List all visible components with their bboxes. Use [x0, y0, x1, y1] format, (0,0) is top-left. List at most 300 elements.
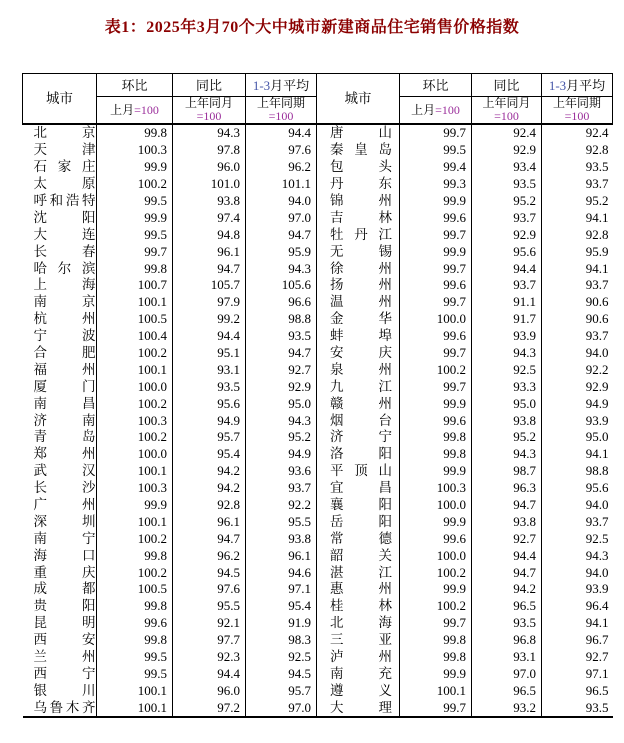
table-row: [23, 243, 613, 260]
cell-city: [23, 666, 97, 683]
cell-city: [317, 176, 400, 193]
cell-mom: 100.3: [97, 142, 173, 159]
cell-city: [317, 226, 400, 243]
cell-city: [317, 699, 400, 717]
city-name: 长 春: [33, 243, 96, 259]
cell-mom: 100.5: [97, 581, 173, 598]
cell-avg: 94.5: [246, 666, 317, 683]
table-row: [23, 530, 613, 547]
cell-yoy: 96.5: [472, 682, 542, 699]
cell-avg: 96.7: [585, 632, 609, 648]
table-row: [23, 361, 613, 378]
city-name: 杭 州: [33, 311, 96, 327]
city-name: 烟 台: [330, 412, 392, 428]
cell-avg: 95.6: [585, 480, 609, 496]
cell-yoy: 93.8: [472, 412, 542, 429]
cell-mom: 99.5: [97, 226, 173, 243]
cell-mom: 100.1: [97, 682, 173, 699]
cell-city: [23, 176, 97, 193]
cell-yoy: 95.6: [173, 395, 246, 412]
city-name: 呼 和 浩 特: [33, 193, 96, 208]
cell-avg: 94.7: [246, 226, 317, 243]
cell-yoy: 94.9: [173, 412, 246, 429]
cell-city: [317, 412, 400, 429]
header-yoy-base-left: 上年同月 =100: [173, 97, 246, 125]
city-name: 广 州: [33, 497, 96, 513]
cell-mom: 99.7: [400, 378, 472, 395]
cell-avg: 92.8: [585, 142, 609, 158]
price-index-table: [22, 73, 613, 718]
cell-city: [23, 632, 97, 649]
cell-yoy: 96.8: [472, 632, 542, 649]
cell-mom: 99.7: [97, 243, 173, 260]
city-name: 上 海: [33, 277, 96, 293]
city-name: 贵 阳: [33, 598, 96, 614]
city-name: 常 德: [330, 530, 392, 546]
table-row: [23, 598, 613, 615]
table-row: [23, 193, 613, 210]
city-name: 石 家 庄: [33, 159, 96, 175]
table-row: [23, 311, 613, 328]
cell-yoy: 91.7: [472, 311, 542, 328]
cell-city: [23, 412, 97, 429]
cell-avg: 98.8: [585, 463, 609, 479]
cell-yoy: 96.0: [173, 159, 246, 176]
cell-avg: 92.5: [585, 530, 609, 546]
cell-avg: 92.4: [585, 125, 609, 141]
cell-yoy: 94.4: [472, 260, 542, 277]
city-name: 济 宁: [330, 429, 392, 445]
cell-city: [23, 564, 97, 581]
cell-avg: 93.7: [585, 176, 609, 192]
cell-mom: 100.2: [97, 564, 173, 581]
city-name: 扬 州: [330, 277, 392, 293]
city-name: 洛 阳: [330, 446, 392, 462]
table-row: [23, 124, 613, 142]
cell-yoy: 96.5: [472, 598, 542, 615]
city-name: 丹 东: [330, 176, 392, 192]
cell-city: [317, 463, 400, 480]
cell-avg: 94.7: [246, 345, 317, 362]
city-name: 合 肥: [33, 345, 96, 361]
header-avg-left: 1-3月平均: [246, 74, 317, 97]
cell-city: [317, 159, 400, 176]
cell-yoy: 93.7: [472, 277, 542, 294]
cell-avg: 92.9: [246, 378, 317, 395]
cell-city: [317, 480, 400, 497]
table-row: [23, 328, 613, 345]
cell-avg: 93.9: [585, 412, 609, 428]
cell-mom: 99.7: [400, 124, 472, 142]
city-name: 沈 阳: [33, 209, 96, 225]
table-row: [23, 666, 613, 683]
city-name: 福 州: [33, 361, 96, 377]
cell-city: [317, 395, 400, 412]
city-name: 牡 丹 江: [330, 226, 392, 242]
cell-mom: 99.5: [97, 666, 173, 683]
city-name: 温 州: [330, 294, 392, 310]
cell-avg: 94.9: [585, 395, 609, 411]
cell-city: [23, 209, 97, 226]
table-row: [23, 699, 613, 717]
cell-city: [23, 615, 97, 632]
cell-city: [317, 328, 400, 345]
cell-city: [23, 513, 97, 530]
table-row: [23, 547, 613, 564]
cell-yoy: 93.9: [472, 328, 542, 345]
table-row: [23, 412, 613, 429]
city-name: 泸 州: [330, 649, 392, 665]
city-name: 海 口: [33, 547, 96, 563]
cell-yoy: 93.5: [173, 378, 246, 395]
header-city-left: 城市: [23, 74, 97, 125]
cell-city: [23, 395, 97, 412]
cell-yoy: 97.9: [173, 294, 246, 311]
cell-avg: 93.9: [585, 581, 609, 597]
city-name: 长 沙: [33, 480, 96, 496]
cell-avg: 96.6: [246, 294, 317, 311]
cell-mom: 99.8: [97, 260, 173, 277]
cell-mom: 99.7: [400, 345, 472, 362]
cell-mom: 100.2: [97, 530, 173, 547]
cell-avg: 94.1: [585, 615, 609, 631]
cell-avg: 95.7: [246, 682, 317, 699]
cell-yoy: 94.7: [173, 260, 246, 277]
city-name: 湛 江: [330, 564, 392, 580]
cell-yoy: 99.2: [173, 311, 246, 328]
page-title: 表1：2025年3月70个大中城市新建商品住宅销售价格指数: [104, 19, 520, 36]
city-name: 平 顶 山: [330, 463, 392, 479]
cell-city: [317, 598, 400, 615]
cell-mom: 99.5: [400, 142, 472, 159]
cell-avg: 90.6: [585, 311, 609, 327]
table-row: [23, 260, 613, 277]
cell-yoy: 97.2: [173, 699, 246, 717]
city-name: 金 华: [330, 311, 392, 327]
cell-mom: 99.8: [400, 632, 472, 649]
cell-avg: 90.6: [585, 294, 609, 310]
city-name: 乌 鲁 木 齐: [33, 699, 96, 715]
table-row: [23, 497, 613, 514]
cell-avg: 96.1: [246, 547, 317, 564]
city-name: 九 江: [330, 378, 392, 394]
cell-avg: 95.2: [246, 429, 317, 446]
cell-avg: 95.5: [246, 513, 317, 530]
city-name: 重 庆: [33, 564, 96, 580]
cell-avg: 93.7: [246, 480, 317, 497]
table-row: [23, 159, 613, 176]
cell-avg: 94.1: [585, 260, 609, 276]
header-avg-base-right: 上年同期 =100: [542, 97, 613, 125]
city-name: 赣 州: [330, 395, 392, 411]
stats-table-page: [0, 14, 624, 743]
cell-city: [317, 142, 400, 159]
cell-yoy: 93.5: [472, 176, 542, 193]
cell-mom: 99.3: [400, 176, 472, 193]
cell-mom: 100.5: [97, 311, 173, 328]
city-name: 北 京: [33, 125, 96, 141]
city-name: 惠 州: [330, 581, 392, 597]
cell-yoy: 94.4: [173, 328, 246, 345]
cell-yoy: 93.7: [472, 209, 542, 226]
table-row: [23, 480, 613, 497]
cell-city: [317, 632, 400, 649]
cell-avg: 96.4: [585, 598, 609, 614]
cell-mom: 100.0: [97, 378, 173, 395]
table-row: [23, 581, 613, 598]
cell-yoy: 93.2: [472, 699, 542, 717]
cell-yoy: 97.0: [472, 666, 542, 683]
cell-avg: 94.3: [585, 547, 609, 563]
city-name: 无 锡: [330, 243, 392, 259]
cell-city: [23, 142, 97, 159]
city-name: 安 庆: [330, 345, 392, 361]
cell-mom: 99.8: [97, 124, 173, 142]
cell-yoy: 94.7: [472, 564, 542, 581]
cell-city: [23, 378, 97, 395]
cell-yoy: 94.7: [173, 530, 246, 547]
cell-yoy: 97.8: [173, 142, 246, 159]
city-name: 郑 州: [33, 446, 96, 462]
cell-avg: 97.0: [246, 209, 317, 226]
cell-mom: 100.3: [97, 412, 173, 429]
cell-avg: 93.7: [585, 277, 609, 293]
cell-city: [317, 429, 400, 446]
header-yoy-left: 同比: [173, 74, 246, 97]
city-name: 银 川: [33, 682, 96, 698]
cell-city: [317, 378, 400, 395]
cell-city: [317, 277, 400, 294]
table-row: [23, 463, 613, 480]
cell-avg: 97.1: [246, 581, 317, 598]
cell-mom: 100.2: [97, 395, 173, 412]
table-row: [23, 429, 613, 446]
city-name: 韶 关: [330, 547, 392, 563]
cell-mom: 99.8: [400, 649, 472, 666]
cell-mom: 99.7: [400, 615, 472, 632]
cell-mom: 100.1: [97, 294, 173, 311]
cell-avg: 94.3: [246, 260, 317, 277]
cell-city: [23, 294, 97, 311]
cell-mom: 99.9: [400, 395, 472, 412]
cell-avg: 95.9: [585, 243, 609, 259]
cell-city: [23, 480, 97, 497]
cell-yoy: 93.5: [472, 615, 542, 632]
cell-mom: 99.6: [400, 530, 472, 547]
cell-avg: 92.2: [585, 361, 609, 377]
cell-mom: 100.2: [400, 361, 472, 378]
cell-yoy: 93.8: [173, 193, 246, 210]
cell-yoy: 95.6: [472, 243, 542, 260]
cell-yoy: 92.3: [173, 649, 246, 666]
cell-yoy: 93.4: [472, 159, 542, 176]
cell-yoy: 96.0: [173, 682, 246, 699]
cell-yoy: 97.4: [173, 209, 246, 226]
city-name: 厦 门: [33, 378, 96, 394]
city-name: 唐 山: [330, 125, 392, 141]
cell-mom: 99.9: [400, 193, 472, 210]
city-name: 南 宁: [33, 530, 96, 546]
cell-city: [23, 530, 97, 547]
city-name: 兰 州: [33, 649, 96, 665]
city-name: 蚌 埠: [330, 328, 392, 344]
cell-yoy: 95.1: [173, 345, 246, 362]
cell-yoy: 92.7: [472, 530, 542, 547]
cell-avg: 96.2: [246, 159, 317, 176]
cell-mom: 99.9: [400, 666, 472, 683]
cell-mom: 99.7: [400, 294, 472, 311]
cell-mom: 100.2: [400, 564, 472, 581]
city-name: 锦 州: [330, 193, 392, 208]
cell-avg: 94.1: [585, 209, 609, 225]
cell-avg: 92.7: [246, 361, 317, 378]
cell-avg: 93.5: [585, 159, 609, 175]
cell-mom: 99.9: [400, 243, 472, 260]
cell-avg: 97.0: [246, 699, 317, 717]
cell-city: [317, 345, 400, 362]
table-row: [23, 226, 613, 243]
header-avg-base-left: 上年同期 =100: [246, 97, 317, 125]
city-name: 泉 州: [330, 361, 392, 377]
city-name: 天 津: [33, 142, 96, 158]
cell-avg: 94.0: [585, 345, 609, 361]
cell-mom: 99.9: [400, 581, 472, 598]
header-yoy-base-right: 上年同月 =100: [472, 97, 542, 125]
cell-yoy: 94.5: [173, 564, 246, 581]
cell-mom: 99.6: [400, 209, 472, 226]
cell-avg: 92.9: [585, 378, 609, 394]
cell-mom: 99.6: [400, 328, 472, 345]
city-name: 青 岛: [33, 429, 96, 445]
cell-yoy: 94.2: [173, 480, 246, 497]
cell-mom: 100.0: [400, 547, 472, 564]
cell-yoy: 93.3: [472, 378, 542, 395]
cell-yoy: 91.1: [472, 294, 542, 311]
header-avg-right: 1-3月平均: [542, 74, 613, 97]
cell-mom: 99.9: [97, 159, 173, 176]
cell-yoy: 96.1: [173, 243, 246, 260]
city-name: 西 宁: [33, 665, 96, 681]
city-name: 济 南: [33, 412, 96, 428]
cell-city: [23, 463, 97, 480]
table-row: [23, 176, 613, 193]
cell-city: [317, 547, 400, 564]
cell-avg: 94.6: [246, 564, 317, 581]
cell-avg: 93.5: [246, 328, 317, 345]
cell-city: [23, 124, 97, 142]
cell-mom: 99.9: [97, 209, 173, 226]
cell-yoy: 92.9: [472, 142, 542, 159]
city-name: 吉 林: [330, 209, 392, 225]
city-name: 深 圳: [33, 513, 96, 529]
cell-city: [23, 361, 97, 378]
header-mom-right: 环比: [400, 74, 472, 97]
cell-yoy: 96.2: [173, 547, 246, 564]
cell-avg: 95.0: [246, 395, 317, 412]
cell-avg: 93.6: [246, 463, 317, 480]
cell-mom: 99.7: [400, 260, 472, 277]
cell-yoy: 95.2: [472, 429, 542, 446]
cell-mom: 100.0: [97, 446, 173, 463]
cell-avg: 97.1: [585, 665, 609, 681]
cell-avg: 92.5: [246, 649, 317, 666]
cell-yoy: 95.7: [173, 429, 246, 446]
cell-mom: 99.6: [97, 615, 173, 632]
cell-mom: 100.2: [97, 345, 173, 362]
cell-city: [23, 699, 97, 717]
cell-yoy: 93.8: [472, 513, 542, 530]
cell-yoy: 98.7: [472, 463, 542, 480]
cell-mom: 100.1: [97, 361, 173, 378]
cell-avg: 96.5: [585, 682, 609, 698]
cell-mom: 100.2: [97, 176, 173, 193]
cell-mom: 100.1: [97, 513, 173, 530]
table-row: [23, 277, 613, 294]
city-name: 秦 皇 岛: [330, 142, 392, 158]
city-name: 哈 尔 滨: [33, 260, 96, 276]
cell-mom: 99.5: [97, 649, 173, 666]
city-name: 太 原: [33, 176, 96, 192]
cell-city: [23, 277, 97, 294]
city-name: 桂 林: [330, 598, 392, 614]
cell-city: [317, 294, 400, 311]
city-name: 昆 明: [33, 615, 96, 631]
cell-city: [23, 682, 97, 699]
cell-yoy: 96.1: [173, 513, 246, 530]
cell-mom: 99.5: [97, 193, 173, 210]
table-row: [23, 294, 613, 311]
city-name: 襄 阳: [330, 497, 392, 513]
city-name: 三 亚: [330, 632, 392, 648]
cell-avg: 94.4: [246, 124, 317, 142]
table-row: [23, 345, 613, 362]
cell-mom: 99.9: [97, 497, 173, 514]
cell-city: [317, 530, 400, 547]
city-name: 宜 昌: [330, 480, 392, 496]
cell-city: [317, 513, 400, 530]
cell-city: [23, 598, 97, 615]
cell-city: [23, 226, 97, 243]
cell-avg: 94.9: [246, 446, 317, 463]
city-name: 大 理: [330, 699, 392, 715]
cell-yoy: 95.2: [472, 193, 542, 210]
cell-city: [23, 260, 97, 277]
table-row: [23, 395, 613, 412]
cell-city: [317, 193, 400, 210]
cell-yoy: 94.4: [173, 666, 246, 683]
table-row: [23, 564, 613, 581]
cell-city: [23, 193, 97, 210]
city-name: 遵 义: [330, 682, 392, 698]
cell-city: [23, 345, 97, 362]
cell-yoy: 105.7: [173, 277, 246, 294]
cell-yoy: 92.8: [173, 497, 246, 514]
header-yoy-right: 同比: [472, 74, 542, 97]
table-row: [23, 378, 613, 395]
cell-mom: 99.8: [97, 547, 173, 564]
city-name: 南 充: [330, 665, 392, 681]
table-row: [23, 632, 613, 649]
header-mom-base-right: 上月=100: [400, 97, 472, 125]
cell-avg: 93.8: [246, 530, 317, 547]
cell-avg: 95.9: [246, 243, 317, 260]
cell-mom: 100.1: [97, 699, 173, 717]
cell-city: [23, 497, 97, 514]
cell-yoy: 95.5: [173, 598, 246, 615]
table-row: [23, 682, 613, 699]
cell-city: [23, 328, 97, 345]
city-name: 北 海: [330, 615, 392, 631]
